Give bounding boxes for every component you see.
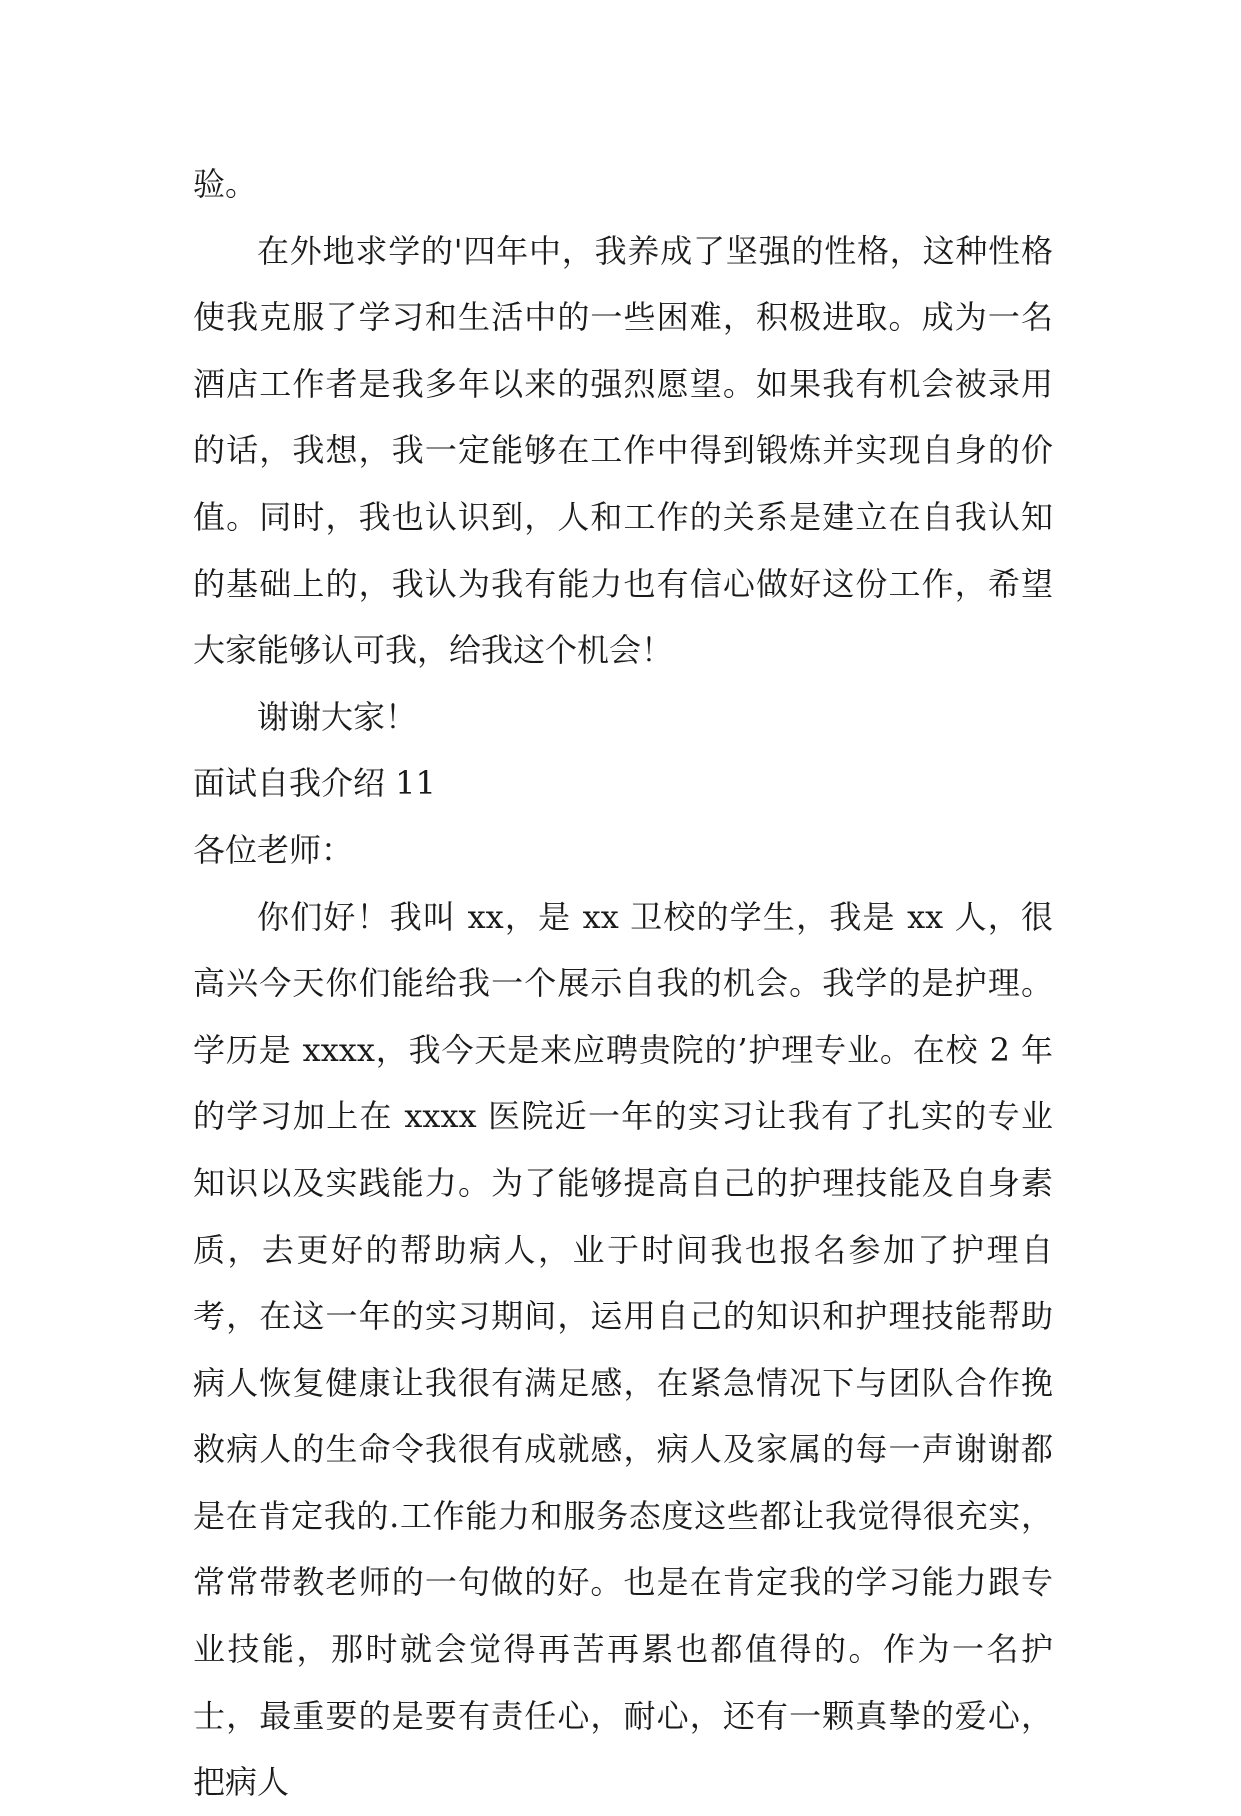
salutation: 各位老师： bbox=[193, 830, 354, 869]
document-body bbox=[193, 151, 1053, 1816]
section-title: 面试自我介绍 11 bbox=[193, 764, 436, 803]
paragraph-thanks: 谢谢大家！ bbox=[257, 697, 418, 736]
paragraph-continuation: 验。 bbox=[193, 165, 258, 203]
paragraph-introduction: 你们好！我叫 xx，是 xx 卫校的学生，我是 xx 人，很高兴今天你们能给我一个展示自我的机会。我学的是护理。学历是 xxxx，我今天是来应聘贵院的’护理专业。在校 2 年的学习加上在 xxxx 医院近一年的实习让我有了扎实的专业知识以及实践能力。为了能够提高自己的护理技能及自身素质，去更好的帮助病人，业于时间我也报名参加了护理自考，在这一年的实习期间，运用自己的知识和护理技能帮助病人恢复健康让我很有满足感，在紧急情况下与团队合作挽救病人的生命令我很有成就感，病人及家属的每一声谢谢都是在肯定我的.工作能力和服务态度这些都让我觉得很充实，常常带教老师的一句做的好。也是在肯定我的学习能力跟专业技能，那时就会觉得再苦再累也都值得的。作为一名护士，最重要的是要有责任心，耐心，还有一颗真挚的爱心，把病人 bbox=[193, 897, 1053, 1802]
paragraph-study-abroad: 在外地求学的'四年中，我养成了坚强的性格，这种性格使我克服了学习和生活中的一些困难，积极进取。成为一名酒店工作者是我多年以来的强烈愿望。如果我有机会被录用的话，我想，我一定能够在工作中得到锻炼并实现自身的价值。同时，我也认识到，人和工作的关系是建立在自我认知的基础上的，我认为我有能力也有信心做好这份工作，希望大家能够认可我，给我这个机会！ bbox=[193, 231, 1053, 670]
